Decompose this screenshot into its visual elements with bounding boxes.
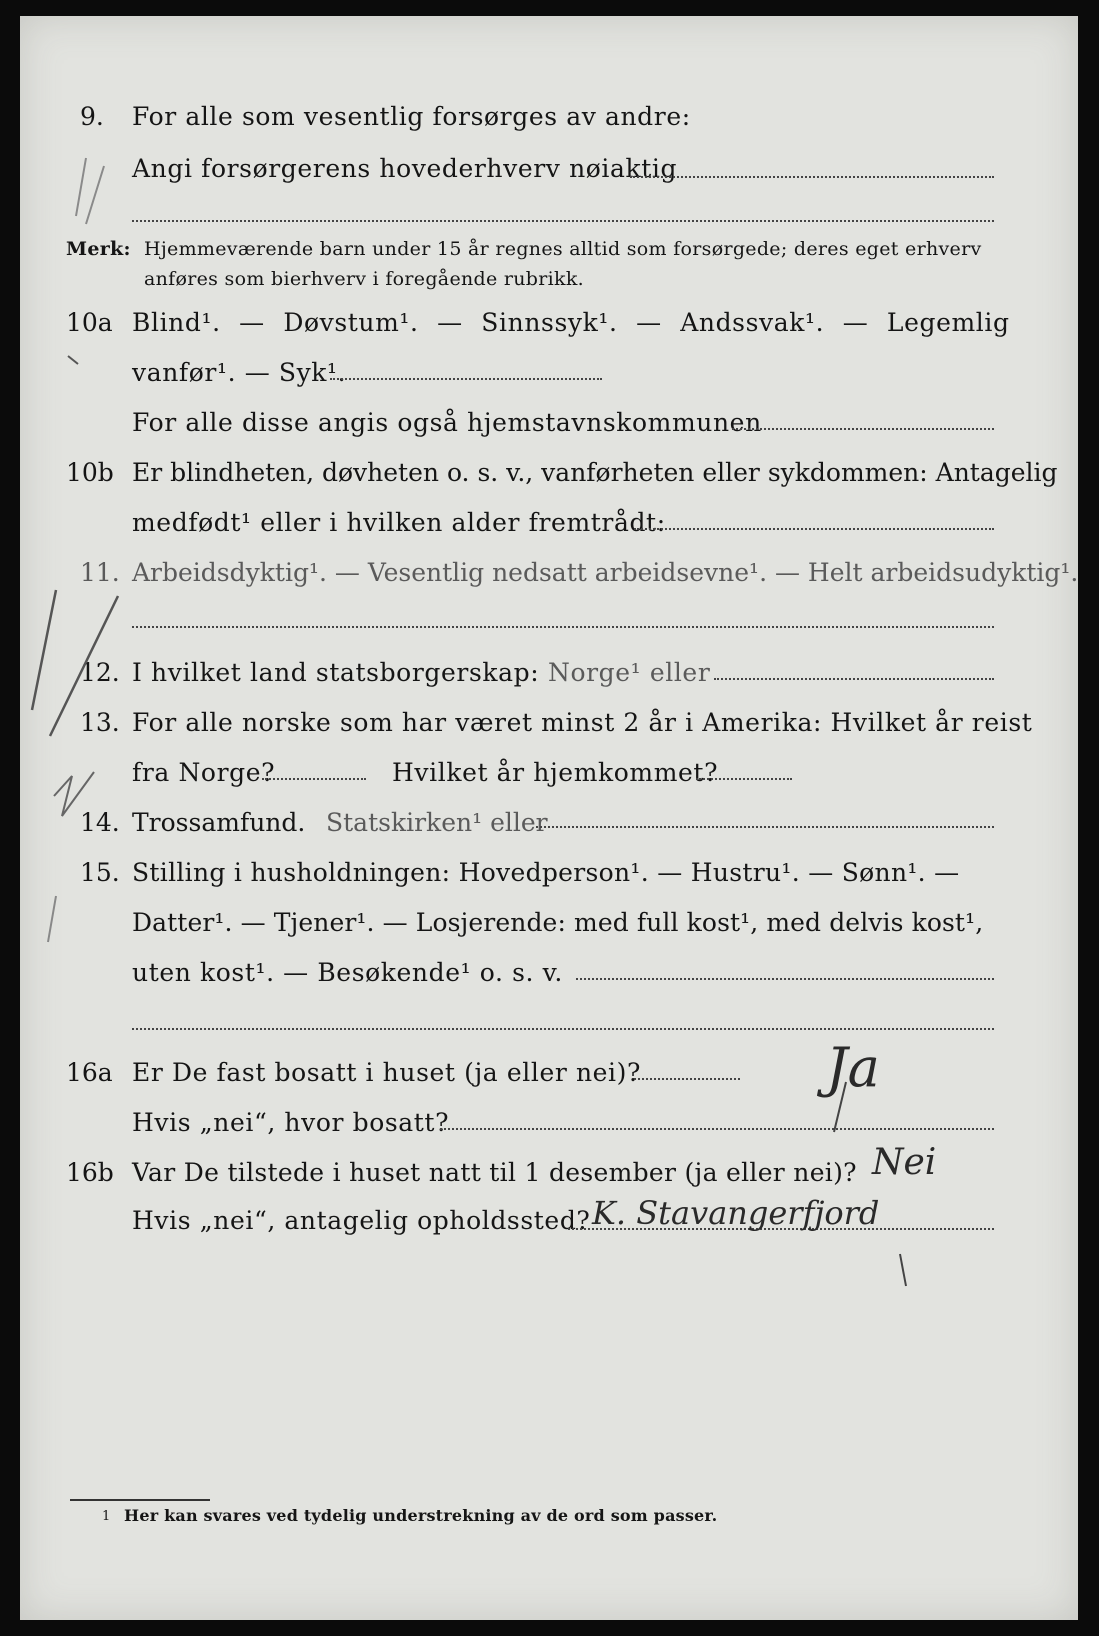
q14-line1: Trossamfund. [132, 808, 306, 837]
q16b-number: 16b [66, 1158, 114, 1187]
merk-line2: anføres som bierhverv i foregående rubrikk. [144, 268, 584, 290]
q15-line2: Datter¹. — Tjener¹. — Losjerende: med full kost¹, med delvis kost¹, [132, 908, 984, 937]
q16a-line2: Hvis „nei“, hvor bosatt? [132, 1108, 450, 1137]
q16a-number: 16a [66, 1058, 113, 1087]
q10b-line2: medfødt¹ eller i hvilken alder fremtrådt: [132, 508, 666, 537]
q13-number: 13. [80, 708, 120, 737]
q15-line1: Stilling i husholdningen: Hovedperson¹. — Hustru¹. — Sønn¹. — [132, 858, 960, 887]
q16a-line1: Er De fast bosatt i huset (ja eller nei)? [132, 1058, 641, 1087]
q11-line1: Arbeidsdyktig¹. — Vesentlig nedsatt arbeidsevne¹. — Helt arbeidsudyktig¹. [132, 558, 1079, 587]
q12-line1b: Norge¹ eller [548, 658, 711, 687]
q14-number: 14. [80, 808, 120, 837]
merk-line1: Hjemmeværende barn under 15 år regnes alltid som forsørgede; deres eget erhverv [144, 238, 982, 260]
q10a-line2: vanfør¹. — Syk¹. [132, 358, 347, 387]
q16b-line2: Hvis „nei“, antagelig opholdssted? [132, 1206, 591, 1235]
q16b-line1: Var De tilstede i huset natt til 1 desember (ja eller nei)? [132, 1158, 857, 1187]
q9-number: 9. [80, 102, 104, 131]
q14-line1b: Statskirken¹ eller [326, 808, 548, 837]
q9-line1: For alle som vesentlig forsørges av andre: [132, 102, 691, 131]
census-form-page [20, 16, 1078, 1620]
q15-number: 15. [80, 858, 120, 887]
q16b-handwritten-answer-1: Nei [872, 1142, 937, 1183]
q13-line1: For alle norske som har været minst 2 år i Amerika: Hvilket år reist [132, 708, 1033, 737]
footnote-mark: 1 [102, 1509, 111, 1524]
footnote-text: Her kan svares ved tydelig understrekning av de ord som passer. [124, 1506, 718, 1525]
q10a-line1: Blind¹. — Døvstum¹. — Sinnssyk¹. — Andssvak¹. — Legemlig [132, 308, 1010, 337]
q10a-line3: For alle disse angis også hjemstavnskommunen [132, 408, 762, 437]
q16b-handwritten-answer-2: K. Stavangerfjord [592, 1194, 880, 1232]
q9-line2: Angi forsørgerens hovederhverv nøiaktig [132, 154, 678, 183]
q13-line2b: Hvilket år hjemkommet? [392, 758, 719, 787]
q16a-handwritten-answer: Ja [826, 1036, 880, 1099]
q10b-line1: Er blindheten, døvheten o. s. v., vanførheten eller sykdommen: Antagelig [132, 458, 1058, 487]
q10a-number: 10a [66, 308, 113, 337]
merk-label: Merk: [66, 238, 131, 260]
q10b-number: 10b [66, 458, 114, 487]
footnote-rule [70, 1499, 210, 1501]
q13-line2a: fra Norge? [132, 758, 276, 787]
q15-line3: uten kost¹. — Besøkende¹ o. s. v. [132, 958, 563, 987]
q12-line1: I hvilket land statsborgerskap: [132, 658, 540, 687]
q12-number: 12. [80, 658, 120, 687]
pencil-margin-marks [20, 16, 1078, 1620]
q11-number: 11. [80, 558, 120, 587]
